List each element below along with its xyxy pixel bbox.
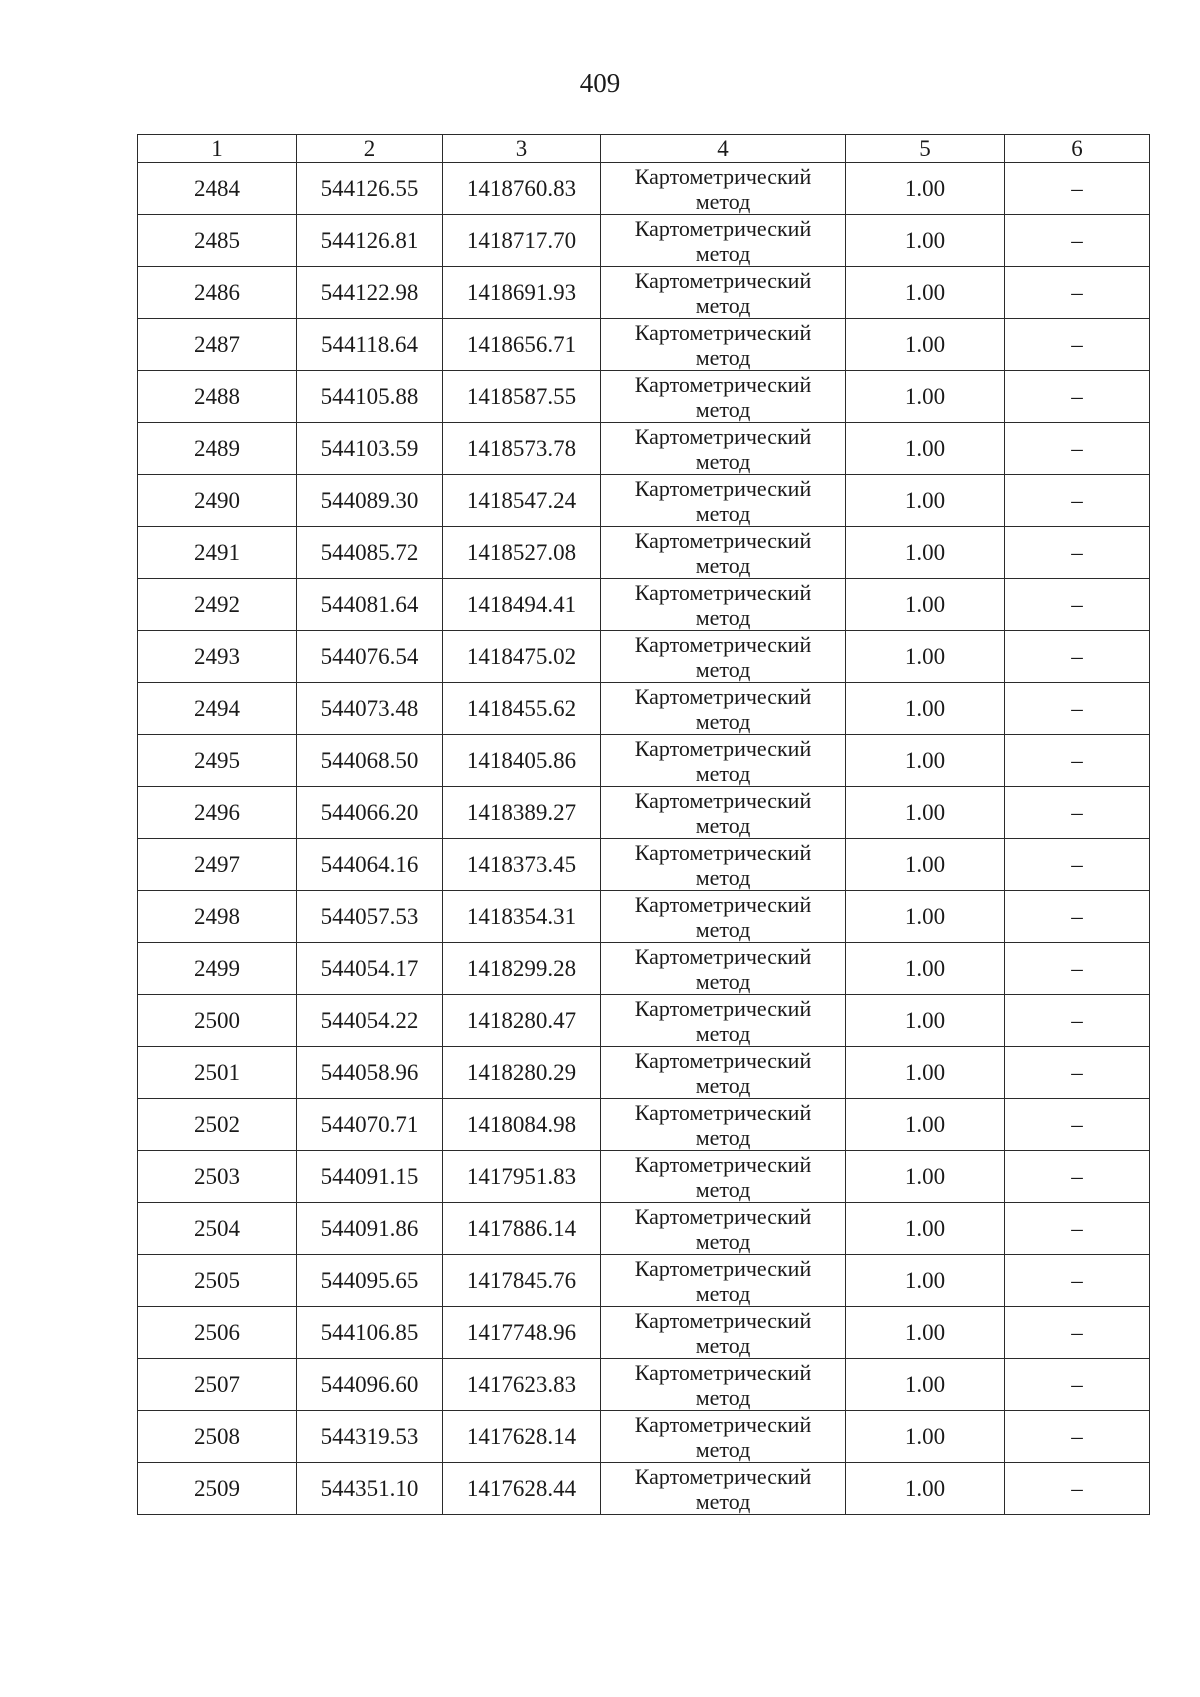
method-cell: Картометрический метод xyxy=(601,1463,846,1515)
point-number-cell: 2499 xyxy=(138,943,297,995)
note-cell: – xyxy=(1005,631,1150,683)
accuracy-cell: 1.00 xyxy=(846,267,1005,319)
y-coordinate-cell: 1418405.86 xyxy=(443,735,601,787)
method-cell: Картометрический метод xyxy=(601,371,846,423)
x-coordinate-cell: 544070.71 xyxy=(297,1099,443,1151)
y-coordinate-cell: 1418373.45 xyxy=(443,839,601,891)
method-cell: Картометрический метод xyxy=(601,943,846,995)
point-number-cell: 2504 xyxy=(138,1203,297,1255)
y-coordinate-cell: 1418354.31 xyxy=(443,891,601,943)
accuracy-cell: 1.00 xyxy=(846,683,1005,735)
table-row xyxy=(138,475,1150,527)
accuracy-cell: 1.00 xyxy=(846,1359,1005,1411)
note-cell: – xyxy=(1005,1307,1150,1359)
note-cell: – xyxy=(1005,1047,1150,1099)
table-row xyxy=(138,1359,1150,1411)
x-coordinate-cell: 544096.60 xyxy=(297,1359,443,1411)
note-cell: – xyxy=(1005,1151,1150,1203)
accuracy-cell: 1.00 xyxy=(846,631,1005,683)
x-coordinate-cell: 544103.59 xyxy=(297,423,443,475)
x-coordinate-cell: 544319.53 xyxy=(297,1411,443,1463)
note-cell: – xyxy=(1005,1255,1150,1307)
y-coordinate-cell: 1418717.70 xyxy=(443,215,601,267)
point-number-cell: 2490 xyxy=(138,475,297,527)
method-cell: Картометрический метод xyxy=(601,1411,846,1463)
method-cell: Картометрический метод xyxy=(601,319,846,371)
y-coordinate-cell: 1418280.47 xyxy=(443,995,601,1047)
column-header: 3 xyxy=(443,135,601,163)
table-row xyxy=(138,1151,1150,1203)
accuracy-cell: 1.00 xyxy=(846,423,1005,475)
y-coordinate-cell: 1418527.08 xyxy=(443,527,601,579)
x-coordinate-cell: 544089.30 xyxy=(297,475,443,527)
x-coordinate-cell: 544091.86 xyxy=(297,1203,443,1255)
method-cell: Картометрический метод xyxy=(601,1151,846,1203)
table-row xyxy=(138,319,1150,371)
x-coordinate-cell: 544076.54 xyxy=(297,631,443,683)
note-cell: – xyxy=(1005,1099,1150,1151)
column-header: 6 xyxy=(1005,135,1150,163)
y-coordinate-cell: 1418299.28 xyxy=(443,943,601,995)
table-body xyxy=(138,163,1150,1515)
point-number-cell: 2488 xyxy=(138,371,297,423)
table-row xyxy=(138,943,1150,995)
point-number-cell: 2486 xyxy=(138,267,297,319)
point-number-cell: 2498 xyxy=(138,891,297,943)
point-number-cell: 2508 xyxy=(138,1411,297,1463)
table-row xyxy=(138,371,1150,423)
x-coordinate-cell: 544126.81 xyxy=(297,215,443,267)
accuracy-cell: 1.00 xyxy=(846,1047,1005,1099)
note-cell: – xyxy=(1005,163,1150,215)
x-coordinate-cell: 544085.72 xyxy=(297,527,443,579)
y-coordinate-cell: 1417951.83 xyxy=(443,1151,601,1203)
x-coordinate-cell: 544118.64 xyxy=(297,319,443,371)
table-row xyxy=(138,735,1150,787)
coordinates-table xyxy=(137,134,1150,1515)
x-coordinate-cell: 544126.55 xyxy=(297,163,443,215)
y-coordinate-cell: 1418280.29 xyxy=(443,1047,601,1099)
method-cell: Картометрический метод xyxy=(601,631,846,683)
method-cell: Картометрический метод xyxy=(601,735,846,787)
point-number-cell: 2489 xyxy=(138,423,297,475)
note-cell: – xyxy=(1005,839,1150,891)
x-coordinate-cell: 544068.50 xyxy=(297,735,443,787)
point-number-cell: 2494 xyxy=(138,683,297,735)
method-cell: Картометрический метод xyxy=(601,579,846,631)
x-coordinate-cell: 544058.96 xyxy=(297,1047,443,1099)
method-cell: Картометрический метод xyxy=(601,267,846,319)
y-coordinate-cell: 1418455.62 xyxy=(443,683,601,735)
note-cell: – xyxy=(1005,735,1150,787)
accuracy-cell: 1.00 xyxy=(846,1099,1005,1151)
table-row xyxy=(138,995,1150,1047)
method-cell: Картометрический метод xyxy=(601,995,846,1047)
method-cell: Картометрический метод xyxy=(601,527,846,579)
column-header: 1 xyxy=(138,135,297,163)
x-coordinate-cell: 544057.53 xyxy=(297,891,443,943)
method-cell: Картометрический метод xyxy=(601,1047,846,1099)
note-cell: – xyxy=(1005,1203,1150,1255)
method-cell: Картометрический метод xyxy=(601,1307,846,1359)
y-coordinate-cell: 1418389.27 xyxy=(443,787,601,839)
method-cell: Картометрический метод xyxy=(601,423,846,475)
y-coordinate-cell: 1418760.83 xyxy=(443,163,601,215)
x-coordinate-cell: 544064.16 xyxy=(297,839,443,891)
accuracy-cell: 1.00 xyxy=(846,735,1005,787)
method-cell: Картометрический метод xyxy=(601,1203,846,1255)
point-number-cell: 2487 xyxy=(138,319,297,371)
x-coordinate-cell: 544081.64 xyxy=(297,579,443,631)
note-cell: – xyxy=(1005,579,1150,631)
accuracy-cell: 1.00 xyxy=(846,527,1005,579)
accuracy-cell: 1.00 xyxy=(846,475,1005,527)
column-header: 5 xyxy=(846,135,1005,163)
note-cell: – xyxy=(1005,319,1150,371)
accuracy-cell: 1.00 xyxy=(846,1307,1005,1359)
accuracy-cell: 1.00 xyxy=(846,839,1005,891)
note-cell: – xyxy=(1005,683,1150,735)
y-coordinate-cell: 1418084.98 xyxy=(443,1099,601,1151)
method-cell: Картометрический метод xyxy=(601,215,846,267)
y-coordinate-cell: 1418691.93 xyxy=(443,267,601,319)
accuracy-cell: 1.00 xyxy=(846,787,1005,839)
table-row xyxy=(138,683,1150,735)
table-row xyxy=(138,1099,1150,1151)
accuracy-cell: 1.00 xyxy=(846,1463,1005,1515)
accuracy-cell: 1.00 xyxy=(846,995,1005,1047)
table-row xyxy=(138,579,1150,631)
point-number-cell: 2485 xyxy=(138,215,297,267)
point-number-cell: 2507 xyxy=(138,1359,297,1411)
table-row xyxy=(138,891,1150,943)
accuracy-cell: 1.00 xyxy=(846,1411,1005,1463)
method-cell: Картометрический метод xyxy=(601,1359,846,1411)
y-coordinate-cell: 1417845.76 xyxy=(443,1255,601,1307)
method-cell: Картометрический метод xyxy=(601,1255,846,1307)
x-coordinate-cell: 544095.65 xyxy=(297,1255,443,1307)
method-cell: Картометрический метод xyxy=(601,787,846,839)
method-cell: Картометрический метод xyxy=(601,683,846,735)
method-cell: Картометрический метод xyxy=(601,475,846,527)
method-cell: Картометрический метод xyxy=(601,839,846,891)
y-coordinate-cell: 1417623.83 xyxy=(443,1359,601,1411)
point-number-cell: 2506 xyxy=(138,1307,297,1359)
note-cell: – xyxy=(1005,995,1150,1047)
table-row xyxy=(138,839,1150,891)
y-coordinate-cell: 1417886.14 xyxy=(443,1203,601,1255)
method-cell: Картометрический метод xyxy=(601,163,846,215)
point-number-cell: 2501 xyxy=(138,1047,297,1099)
x-coordinate-cell: 544054.22 xyxy=(297,995,443,1047)
table-row xyxy=(138,1307,1150,1359)
point-number-cell: 2495 xyxy=(138,735,297,787)
table-row xyxy=(138,1463,1150,1515)
y-coordinate-cell: 1417628.14 xyxy=(443,1411,601,1463)
point-number-cell: 2497 xyxy=(138,839,297,891)
table-row xyxy=(138,1411,1150,1463)
accuracy-cell: 1.00 xyxy=(846,579,1005,631)
x-coordinate-cell: 544066.20 xyxy=(297,787,443,839)
y-coordinate-cell: 1418547.24 xyxy=(443,475,601,527)
note-cell: – xyxy=(1005,787,1150,839)
x-coordinate-cell: 544073.48 xyxy=(297,683,443,735)
table-row xyxy=(138,267,1150,319)
point-number-cell: 2509 xyxy=(138,1463,297,1515)
page-number: 409 xyxy=(579,68,621,98)
note-cell: – xyxy=(1005,891,1150,943)
note-cell: – xyxy=(1005,1411,1150,1463)
table-row xyxy=(138,163,1150,215)
table-header-row xyxy=(138,135,1150,163)
note-cell: – xyxy=(1005,1359,1150,1411)
accuracy-cell: 1.00 xyxy=(846,943,1005,995)
x-coordinate-cell: 544105.88 xyxy=(297,371,443,423)
accuracy-cell: 1.00 xyxy=(846,215,1005,267)
point-number-cell: 2496 xyxy=(138,787,297,839)
note-cell: – xyxy=(1005,943,1150,995)
x-coordinate-cell: 544091.15 xyxy=(297,1151,443,1203)
point-number-cell: 2503 xyxy=(138,1151,297,1203)
point-number-cell: 2492 xyxy=(138,579,297,631)
point-number-cell: 2505 xyxy=(138,1255,297,1307)
x-coordinate-cell: 544122.98 xyxy=(297,267,443,319)
point-number-cell: 2491 xyxy=(138,527,297,579)
y-coordinate-cell: 1418475.02 xyxy=(443,631,601,683)
note-cell: – xyxy=(1005,267,1150,319)
table-row xyxy=(138,527,1150,579)
accuracy-cell: 1.00 xyxy=(846,371,1005,423)
table-row xyxy=(138,1047,1150,1099)
table-row xyxy=(138,423,1150,475)
y-coordinate-cell: 1418587.55 xyxy=(443,371,601,423)
x-coordinate-cell: 544106.85 xyxy=(297,1307,443,1359)
note-cell: – xyxy=(1005,371,1150,423)
accuracy-cell: 1.00 xyxy=(846,1255,1005,1307)
accuracy-cell: 1.00 xyxy=(846,891,1005,943)
column-header: 4 xyxy=(601,135,846,163)
accuracy-cell: 1.00 xyxy=(846,1203,1005,1255)
accuracy-cell: 1.00 xyxy=(846,1151,1005,1203)
table-row xyxy=(138,787,1150,839)
y-coordinate-cell: 1417628.44 xyxy=(443,1463,601,1515)
method-cell: Картометрический метод xyxy=(601,891,846,943)
point-number-cell: 2484 xyxy=(138,163,297,215)
y-coordinate-cell: 1418573.78 xyxy=(443,423,601,475)
y-coordinate-cell: 1417748.96 xyxy=(443,1307,601,1359)
x-coordinate-cell: 544351.10 xyxy=(297,1463,443,1515)
table-row xyxy=(138,631,1150,683)
note-cell: – xyxy=(1005,1463,1150,1515)
method-cell: Картометрический метод xyxy=(601,1099,846,1151)
note-cell: – xyxy=(1005,475,1150,527)
note-cell: – xyxy=(1005,423,1150,475)
y-coordinate-cell: 1418494.41 xyxy=(443,579,601,631)
table-row xyxy=(138,215,1150,267)
point-number-cell: 2500 xyxy=(138,995,297,1047)
note-cell: – xyxy=(1005,215,1150,267)
point-number-cell: 2493 xyxy=(138,631,297,683)
table-row xyxy=(138,1255,1150,1307)
accuracy-cell: 1.00 xyxy=(846,319,1005,371)
y-coordinate-cell: 1418656.71 xyxy=(443,319,601,371)
note-cell: – xyxy=(1005,527,1150,579)
x-coordinate-cell: 544054.17 xyxy=(297,943,443,995)
point-number-cell: 2502 xyxy=(138,1099,297,1151)
column-header: 2 xyxy=(297,135,443,163)
table-row xyxy=(138,1203,1150,1255)
accuracy-cell: 1.00 xyxy=(846,163,1005,215)
